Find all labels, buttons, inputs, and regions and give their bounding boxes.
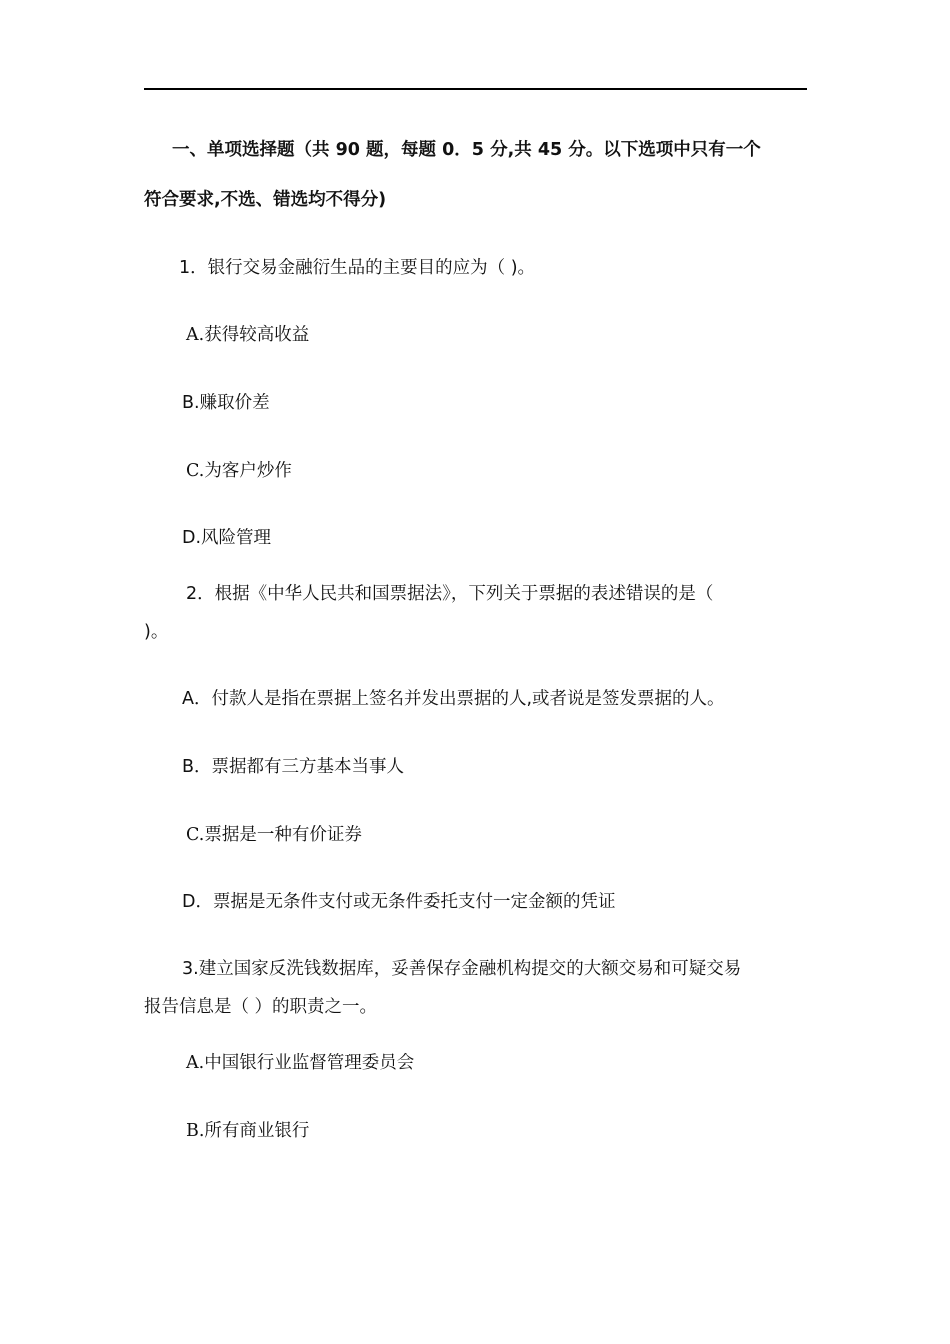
question-3-stem-line-2: 报告信息是（ ）的职责之一。 (144, 997, 378, 1017)
question-2-stem-line-1: 2．根据《中华人民共和国票据法》，下列关于票据的表述错误的是（ (186, 584, 714, 604)
question-2-stem-line-2: )。 (144, 622, 169, 642)
question-2-option-d: D．票据是无条件支付或无条件委托支付一定金额的凭证 (182, 892, 616, 912)
question-1-option-c: C.为客户炒作 (186, 461, 292, 481)
question-2-option-b: B．票据都有三方基本当事人 (182, 757, 405, 777)
question-3-stem-line-1: 3.建立国家反洗钱数据库，妥善保存金融机构提交的大额交易和可疑交易 (182, 959, 742, 979)
question-1-option-b: B.赚取价差 (182, 393, 270, 413)
question-1-stem: 1．银行交易金融衍生品的主要目的应为（ )。 (179, 258, 536, 278)
header-rule (144, 88, 807, 90)
question-1-option-d: D.风险管理 (182, 528, 272, 548)
question-2-option-a: A．付款人是指在票据上签名并发出票据的人,或者说是签发票据的人。 (182, 689, 725, 709)
question-3-option-a: A.中国银行业监督管理委员会 (186, 1053, 415, 1073)
question-2-option-c: C.票据是一种有价证券 (186, 825, 362, 845)
question-1-option-a: A.获得较高收益 (186, 325, 310, 345)
section-heading-line-1: 一、单项选择题（共 90 题，每题 0．5 分,共 45 分。以下选项中只有一个 (172, 140, 761, 160)
section-heading-line-2: 符合要求,不选、错选均不得分) (144, 190, 387, 210)
question-3-option-b: B.所有商业银行 (186, 1121, 310, 1141)
